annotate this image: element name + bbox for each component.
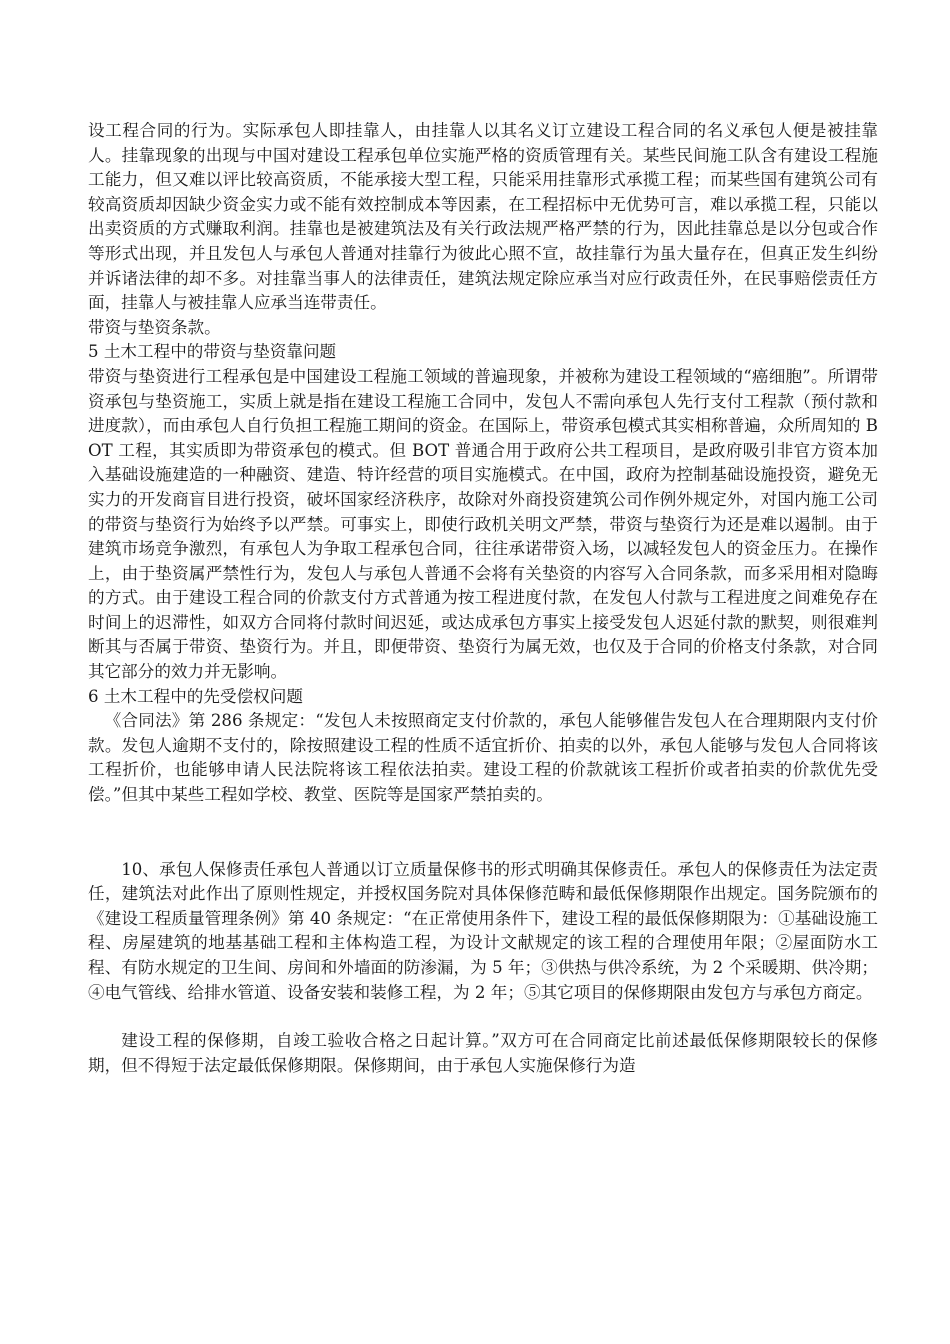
paragraph-warranty-period: 建设工程的保修期，自竣工验收合格之日起计算。”双方可在合同商定比前述最低保修期限较长的保修期，但不得短于法定最低保修期限。保修期间，由于承包人实施保修行为造 [88,1031,878,1075]
paragraph-warranty-liability: 10、承包人保修责任承包人普通以订立质量保修书的形式明确其保修责任。承包人的保修责任为法定责任，建筑法对此作出了原则性规定，并授权国务院对具体保修范畴和最低保修期限作出规定。国务院颁布的《建设工程质量管理条例》第 40 条规定：“在正常使用条件下，建设工程的最低保修期限为：①基础设施工程、房屋建筑的地基基础工程和主体构造工程，为设计文献规定的该工程的合理使用年限；②屋面防水工程、有防水规定的卫生间、房间和外墙面的防渗漏，为 5 年；③供热与供冷系统，为 2 个采暖期、供冷期；④电气管线、给排水管道、设备安装和装修工程，为 2 年；⑤其它项目的保修期限由发包方与承包方商定。 [88,859,878,1002]
paragraph-clause-label: 带资与垫资条款。 [88,317,221,337]
paragraph-advance-funding: 带资与垫资进行工程承包是中国建设工程施工领域的普遍现象，并被称为建设工程领域的“癌细胞”。所谓带资承包与垫资施工，实质上就是指在建设工程施工合同中，发包人不需向承包人先行支付工程款（预付款和进度款），而由承包人自行负担工程施工期间的资金。在国际上，带资承包模式其实相称普遍，众所周知的 BOT 工程，其实质即为带资承包的模式。但 BOT 普通合用于政府公共工程项目，是政府吸引非官方资本加入基础设施建造的一种融资、建造、特许经营的项目实施模式。在中国，政府为控制基础设施投资，避免无实力的开发商盲目进行投资，破坏国家经济秩序，故除对外商投资建筑公司作例外规定外，对国内施工公司的带资与垫资行为始终予以严禁。可事实上，即使行政机关明文严禁，带资与垫资行为还是难以遏制。由于建筑市场竞争激烈，有承包人为争取工程承包合同，往往承诺带资入场，以减轻发包人的资金压力。在操作上，由于垫资属严禁性行为，发包人与承包人普通不会将有关垫资的内容写入合同条款，而多采用相对隐晦的方式。由于建设工程合同的价款支付方式普通为按工程进度付款，在发包人付款与工程进度之间难免存在时间上的迟滞性，如双方合同将付款时间迟延，或达成承包方事实上接受发包人迟延付款的默契，则很难判断其与否属于带资、垫资行为。并且，即便带资、垫资行为属无效，也仅及于合同的价格支付条款，对合同其它部分的效力并无影响。 [88,366,878,682]
section-heading-6: 6 土木工程中的先受偿权问题 [88,686,303,706]
section-heading-5: 5 土木工程中的带资与垫资靠问题 [88,342,337,362]
paragraph-priority-right: 《合同法》第 286 条规定：“发包人未按照商定支付价款的，承包人能够催告发包人在合理期限内支付价款。发包人逾期不支付的，除按照建设工程的性质不适宜折价、拍卖的以外，承包人能够与发包人合同将该工程折价，也能够申请人民法院将该工程依法拍卖。建设工程的价款就该工程折价或者拍卖的价款优先受偿。”但其中某些工程如学校、教堂、医院等是国家严禁拍卖的。 [88,711,878,805]
document-page [88,119,878,1078]
paragraph-affiliation-liability: 设工程合同的行为。实际承包人即挂靠人，由挂靠人以其名义订立建设工程合同的名义承包人便是被挂靠人。挂靠现象的出现与中国对建设工程承包单位实施严格的资质管理有关。某些民间施工队含有建设工程施工能力，但又难以评比较高资质，不能承接大型工程，只能采用挂靠形式承揽工程；而某些国有建筑公司有较高资质却因缺少资金实力或不能有效控制成本等因素，在工程招标中无优势可言，难以承揽工程，只能以出卖资质的方式赚取利润。挂靠也是被建筑法及有关行政法规严格严禁的行为，因此挂靠总是以分包或合作等形式出现，并且发包人与承包人普通对挂靠行为彼此心照不宣，故挂靠行为虽大量存在，但真正发生纠纷并诉诸法律的却不多。对挂靠当事人的法律责任，建筑法规定除应承当对应行政责任外，在民事赔偿责任方面，挂靠人与被挂靠人应承当连带责任。 [88,121,878,313]
